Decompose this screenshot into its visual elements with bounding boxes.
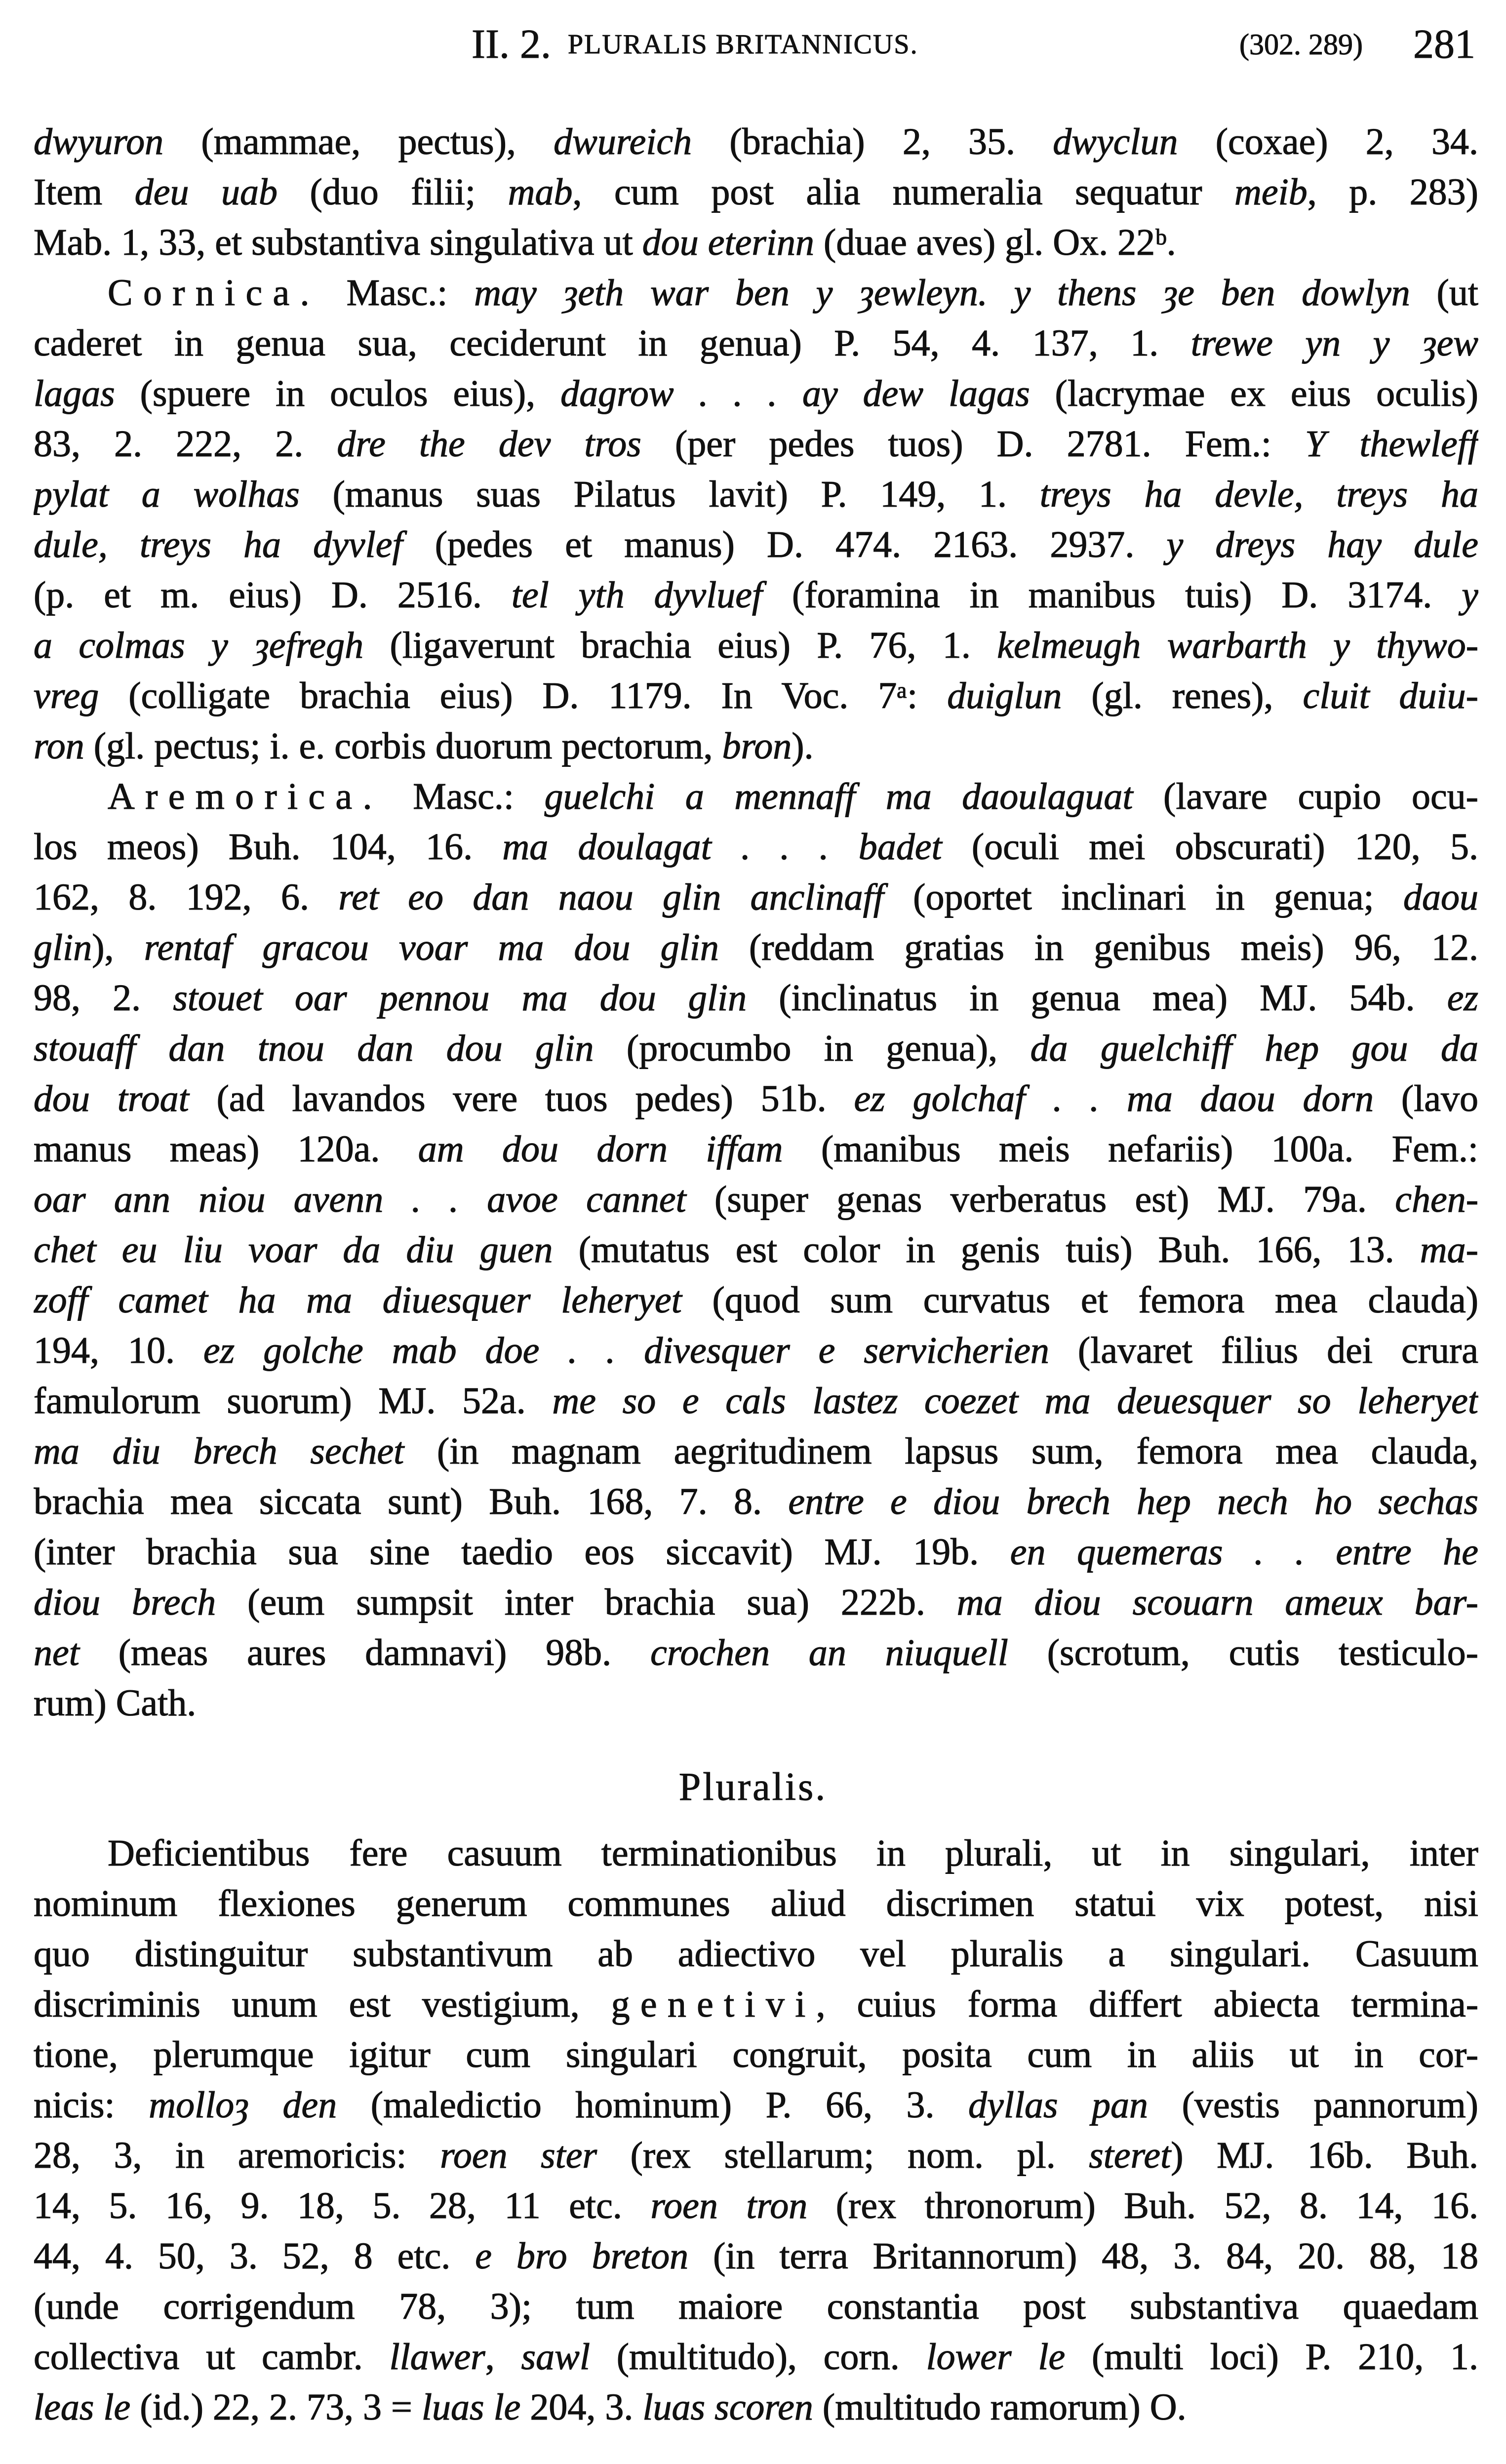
text-line bbox=[34, 1929, 1478, 1979]
italic-citation: chen- bbox=[1395, 1179, 1478, 1220]
text-run: Item bbox=[34, 171, 135, 213]
italic-citation: sawl bbox=[521, 2336, 590, 2378]
text-line bbox=[34, 1275, 1478, 1325]
italic-citation: ez golchaf . . ma daou dorn bbox=[854, 1078, 1374, 1119]
text-run: quo distinguitur substantivum ab adiectivo vel pluralis a singulari. Casuum bbox=[34, 1933, 1478, 1975]
text-line bbox=[34, 1426, 1478, 1476]
text-line bbox=[34, 620, 1478, 671]
text-run: (oportet inclinari in genua; bbox=[883, 876, 1404, 918]
italic-citation: mab bbox=[508, 171, 573, 213]
text-run: (ut bbox=[1410, 272, 1478, 314]
spaced-term: genetivi bbox=[611, 1984, 816, 2025]
text-line bbox=[34, 519, 1478, 570]
text-line bbox=[34, 2281, 1478, 2332]
text-run: rum) Cath. bbox=[34, 1682, 197, 1724]
italic-citation: net bbox=[34, 1632, 79, 1673]
header-title: PLURALIS BRITANNICUS. bbox=[568, 29, 918, 60]
italic-citation: dyllas pan bbox=[968, 2084, 1149, 2126]
italic-citation: dwureich bbox=[554, 121, 692, 162]
section-heading: Pluralis. bbox=[678, 1765, 828, 1809]
italic-citation: Y thewleff bbox=[1305, 423, 1478, 465]
italic-citation: roen tron bbox=[650, 2185, 808, 2226]
italic-citation: am dou dorn iffam bbox=[418, 1128, 783, 1170]
text-run: 14, 5. 16, 9. 18, 5. 28, 11 etc. bbox=[34, 2185, 651, 2226]
text-line bbox=[34, 822, 1478, 872]
text-line bbox=[34, 1979, 1478, 2029]
italic-citation: rentaf gracou voar ma dou glin bbox=[144, 927, 719, 968]
text-line bbox=[34, 1878, 1478, 1929]
text-run: (scrotum, cutis testiculo- bbox=[1008, 1632, 1478, 1673]
italic-citation: lower le bbox=[926, 2336, 1066, 2378]
text-run: los meos) Buh. 104, 16. bbox=[34, 826, 503, 868]
pluralis-paragraph bbox=[34, 1828, 1478, 2432]
italic-citation: da guelchiff hep gou da bbox=[1030, 1028, 1478, 1069]
text-run: 83, 2. 222, 2. bbox=[34, 423, 337, 465]
italic-citation: lagas bbox=[34, 373, 115, 414]
text-run: Masc.: bbox=[382, 776, 545, 817]
italic-citation: tel yth dyvluef bbox=[511, 574, 763, 616]
text-line bbox=[34, 2231, 1478, 2281]
italic-citation: steret bbox=[1089, 2135, 1171, 2176]
text-run: (quod sum curvatus et femora mea clauda) bbox=[681, 1279, 1478, 1321]
text-run: Deficientibus fere casuum terminationibus in plurali, ut in singulari, inter bbox=[108, 1832, 1478, 1874]
text-run: 162, 8. 192, 6. bbox=[34, 876, 339, 918]
text-run: (brachia) 2, 35. bbox=[692, 121, 1053, 162]
text-run: (p. et m. eius) D. 2516. bbox=[34, 574, 512, 616]
text-line bbox=[34, 117, 1478, 167]
italic-citation: molloȝ den bbox=[149, 2084, 337, 2126]
text-run: (lavare cupio ocu- bbox=[1133, 776, 1478, 817]
text-run: (multi loci) P. 210, 1. bbox=[1065, 2336, 1478, 2378]
text-line bbox=[34, 1577, 1478, 1628]
italic-citation: ma- bbox=[1420, 1229, 1478, 1271]
text-run: (reddam gratias in genibus meis) 96, 12. bbox=[718, 927, 1478, 968]
italic-citation: dule, treys ha dyvlef bbox=[34, 524, 403, 565]
italic-citation: trewe yn y ȝew bbox=[1190, 322, 1478, 364]
italic-citation: stouaff dan tnou dan dou glin bbox=[34, 1028, 594, 1069]
text-run: , p. 283) bbox=[1307, 171, 1478, 213]
italic-citation: zoff camet ha ma diuesquer leheryet bbox=[34, 1279, 682, 1321]
text-run: (procumbo in genua), bbox=[594, 1028, 1030, 1069]
text-run: 194, 10. bbox=[34, 1330, 203, 1371]
spaced-term: Aremorica. bbox=[108, 776, 383, 817]
text-run: (rex thronorum) Buh. 52, 8. 14, 16. bbox=[807, 2185, 1478, 2226]
italic-citation: meib bbox=[1234, 171, 1308, 213]
text-line bbox=[34, 671, 1478, 721]
text-run: collectiva ut cambr. bbox=[34, 2336, 390, 2378]
text-run: famulorum suorum) MJ. 52a. bbox=[34, 1380, 553, 1422]
italic-citation: oar ann niou avenn . . avoe cannet bbox=[34, 1179, 686, 1220]
text-run: (per pedes tuos) D. 2781. Fem.: bbox=[641, 423, 1306, 465]
text-run: (manibus meis nefariis) 100a. Fem.: bbox=[783, 1128, 1478, 1170]
italic-citation: dou troat bbox=[34, 1078, 189, 1119]
italic-citation: daou bbox=[1403, 876, 1478, 918]
italic-citation: crochen an niuquell bbox=[650, 1632, 1008, 1673]
text-run: (mutatus est color in genis tuis) Buh. 166, 13. bbox=[553, 1229, 1420, 1271]
text-run: , cuius forma differt abiecta termina- bbox=[816, 1984, 1478, 2025]
text-run: (inclinatus in genua mea) MJ. 54b. bbox=[747, 977, 1447, 1019]
text-run: discriminis unum est vestigium, bbox=[34, 1984, 611, 2025]
text-line bbox=[34, 1678, 1478, 1728]
spaced-term: Cornica. bbox=[108, 272, 320, 314]
italic-citation: ret eo dan naou glin anclinaff bbox=[338, 876, 884, 918]
text-line bbox=[34, 1628, 1478, 1678]
text-run: (manus suas Pilatus lavit) P. 149, 1. bbox=[299, 474, 1040, 515]
text-run: (multitudo ramorum) O. bbox=[813, 2386, 1187, 2428]
text-line bbox=[34, 721, 1478, 771]
italic-citation: may ȝeth war ben y ȝewleyn. y thens ȝe ben dowlyn bbox=[474, 272, 1410, 314]
italic-citation: chet eu liu voar da diu guen bbox=[34, 1229, 553, 1271]
text-line bbox=[34, 419, 1478, 469]
header-section-number: II. 2. bbox=[472, 21, 551, 67]
text-line bbox=[34, 1376, 1478, 1426]
italic-citation: ron bbox=[34, 725, 84, 767]
text-run: (eum sumpsit inter brachia sua) 222b. bbox=[216, 1582, 957, 1623]
italic-citation: dagrow . . . ay dew lagas bbox=[560, 373, 1030, 414]
main-text bbox=[34, 117, 1478, 1728]
italic-citation: treys ha devle, treys ha bbox=[1039, 474, 1478, 515]
text-run: 98, 2. bbox=[34, 977, 173, 1019]
text-run: (lacrymae ex eius oculis) bbox=[1030, 373, 1478, 414]
italic-citation: me so e cals lastez coezet ma deuesquer so leheryet bbox=[552, 1380, 1478, 1422]
text-line bbox=[34, 1325, 1478, 1376]
text-run: (duo filii; bbox=[277, 171, 508, 213]
italic-citation: e bro breton bbox=[475, 2235, 689, 2277]
italic-citation: dwyuron bbox=[34, 121, 164, 162]
text-run: (meas aures damnavi) 98b. bbox=[79, 1632, 651, 1673]
text-line bbox=[34, 973, 1478, 1023]
text-run: nominum flexiones generum communes aliud discrimen statui vix potest, nisi bbox=[34, 1883, 1478, 1924]
text-run: (foramina in manibus tuis) D. 3174. bbox=[762, 574, 1462, 616]
italic-citation: ez golche mab doe . . divesquer e servicherien bbox=[203, 1330, 1049, 1371]
italic-citation: a colmas y ȝefregh bbox=[34, 625, 364, 666]
text-run: 44, 4. 50, 3. 52, 8 etc. bbox=[34, 2235, 476, 2277]
italic-citation: ma diu brech sechet bbox=[34, 1431, 404, 1472]
text-run: , bbox=[485, 2336, 521, 2378]
text-run: (id.) 22, 2. 73, 3 = bbox=[130, 2386, 422, 2428]
italic-citation: en quemeras . . entre he bbox=[1010, 1531, 1478, 1573]
italic-citation: kelmeugh warbarth y thywo- bbox=[997, 625, 1478, 666]
text-run: manus meas) 120a. bbox=[34, 1128, 418, 1170]
text-line bbox=[34, 167, 1478, 217]
text-run: brachia mea siccata sunt) Buh. 168, 7. 8. bbox=[34, 1481, 789, 1522]
italic-citation: ma doulagat . . . badet bbox=[502, 826, 942, 868]
text-run: (colligate brachia eius) D. 1179. In Voc. 7ᵃ: bbox=[99, 675, 948, 716]
text-line bbox=[34, 469, 1478, 519]
text-line bbox=[34, 1476, 1478, 1527]
italic-citation: y dreys hay dule bbox=[1166, 524, 1478, 565]
text-run: 204, 3. bbox=[520, 2386, 643, 2428]
text-line bbox=[34, 2130, 1478, 2181]
text-line bbox=[34, 2080, 1478, 2130]
italic-citation: roen ster bbox=[440, 2135, 597, 2176]
italic-citation: guelchi a mennaff ma daoulaguat bbox=[544, 776, 1133, 817]
text-run: ). bbox=[792, 725, 814, 767]
italic-citation: diou brech bbox=[34, 1582, 216, 1623]
text-run: nicis: bbox=[34, 2084, 149, 2126]
text-line bbox=[34, 217, 1478, 268]
italic-citation: luas le bbox=[421, 2386, 521, 2428]
text-run: (vestis pannorum) bbox=[1148, 2084, 1478, 2126]
text-run: (in magnam aegritudinem lapsus sum, femora mea clauda, bbox=[404, 1431, 1478, 1472]
text-line bbox=[34, 2332, 1478, 2382]
text-run: (inter brachia sua sine taedio eos siccavit) MJ. 19b. bbox=[34, 1531, 1010, 1573]
text-line bbox=[34, 771, 1478, 822]
text-run: (multitudo), corn. bbox=[590, 2336, 926, 2378]
text-run: , cum post alia numeralia sequatur bbox=[572, 171, 1234, 213]
text-run: Mab. 1, 33, et substantiva singulativa ut bbox=[34, 222, 642, 263]
italic-citation: dre the dev tros bbox=[337, 423, 641, 465]
text-line bbox=[34, 1124, 1478, 1174]
text-run: (ligaverunt brachia eius) P. 76, 1. bbox=[363, 625, 997, 666]
text-line bbox=[34, 2181, 1478, 2231]
text-run: (duae aves) gl. Ox. 22ᵇ. bbox=[814, 222, 1176, 263]
italic-citation: vreg bbox=[34, 675, 99, 716]
text-run: (unde corrigendum 78, 3); tum maiore constantia post substantiva quaedam bbox=[34, 2286, 1478, 2327]
text-run: (lavaret filius dei crura bbox=[1049, 1330, 1478, 1371]
italic-citation: dou eterinn bbox=[642, 222, 815, 263]
text-run: ), bbox=[92, 927, 144, 968]
italic-citation: y bbox=[1462, 574, 1478, 616]
header-reference: (302. 289) bbox=[1239, 28, 1363, 61]
text-line bbox=[34, 872, 1478, 922]
text-line bbox=[34, 1174, 1478, 1225]
text-run: (coxae) 2, 34. bbox=[1178, 121, 1478, 162]
text-line bbox=[34, 318, 1478, 368]
text-run: (gl. renes), bbox=[1062, 675, 1303, 716]
page-number: 281 bbox=[1413, 21, 1475, 67]
text-run: (spuere in oculos eius), bbox=[115, 373, 561, 414]
italic-citation: pylat a wolhas bbox=[34, 474, 300, 515]
text-line bbox=[34, 1073, 1478, 1124]
italic-citation: ez bbox=[1447, 977, 1478, 1019]
text-run: ) MJ. 16b. Buh. bbox=[1171, 2135, 1478, 2176]
italic-citation: dwyclun bbox=[1053, 121, 1178, 162]
text-run: (lavo bbox=[1374, 1078, 1478, 1119]
italic-citation: leas le bbox=[34, 2386, 131, 2428]
text-line bbox=[34, 2382, 1478, 2432]
italic-citation: ma diou scouarn ameux bar- bbox=[956, 1582, 1478, 1623]
text-line bbox=[34, 1527, 1478, 1577]
text-run: (ad lavandos vere tuos pedes) 51b. bbox=[189, 1078, 854, 1119]
text-run: (super genas verberatus est) MJ. 79a. bbox=[686, 1179, 1395, 1220]
text-run: Masc.: bbox=[319, 272, 475, 314]
text-line bbox=[34, 1225, 1478, 1275]
text-line bbox=[34, 1828, 1478, 1878]
text-run: (maledictio hominum) P. 66, 3. bbox=[337, 2084, 968, 2126]
running-header bbox=[0, 20, 1506, 69]
italic-citation: deu uab bbox=[134, 171, 277, 213]
italic-citation: stouet oar pennou ma dou glin bbox=[173, 977, 747, 1019]
text-line bbox=[34, 268, 1478, 318]
italic-citation: duiglun bbox=[947, 675, 1062, 716]
text-run: (oculi mei obscurati) 120, 5. bbox=[942, 826, 1478, 868]
text-line bbox=[34, 570, 1478, 620]
text-run: (mammae, pectus), bbox=[163, 121, 554, 162]
italic-citation: glin bbox=[34, 927, 92, 968]
text-run: 28, 3, in aremoricis: bbox=[34, 2135, 440, 2176]
text-run: (in terra Britannorum) 48, 3. 84, 20. 88, 18 bbox=[688, 2235, 1478, 2277]
text-run: (gl. pectus; i. e. corbis duorum pectorum, bbox=[84, 725, 722, 767]
text-run: caderet in genua sua, ceciderunt in genua) P. 54, 4. 137, 1. bbox=[34, 322, 1191, 364]
italic-citation: cluit duiu- bbox=[1303, 675, 1478, 716]
text-run: (pedes et manus) D. 474. 2163. 2937. bbox=[402, 524, 1167, 565]
italic-citation: bron bbox=[722, 725, 792, 767]
italic-citation: luas scoren bbox=[642, 2386, 813, 2428]
text-line bbox=[34, 2029, 1478, 2080]
italic-citation: llawer bbox=[389, 2336, 485, 2378]
text-run: tione, plerumque igitur cum singulari congruit, posita cum in aliis ut in cor- bbox=[34, 2034, 1478, 2075]
text-run: (rex stellarum; nom. pl. bbox=[597, 2135, 1089, 2176]
text-line bbox=[34, 922, 1478, 973]
text-line bbox=[34, 1023, 1478, 1073]
italic-citation: entre e diou brech hep nech ho sechas bbox=[788, 1481, 1478, 1522]
text-line bbox=[34, 368, 1478, 419]
